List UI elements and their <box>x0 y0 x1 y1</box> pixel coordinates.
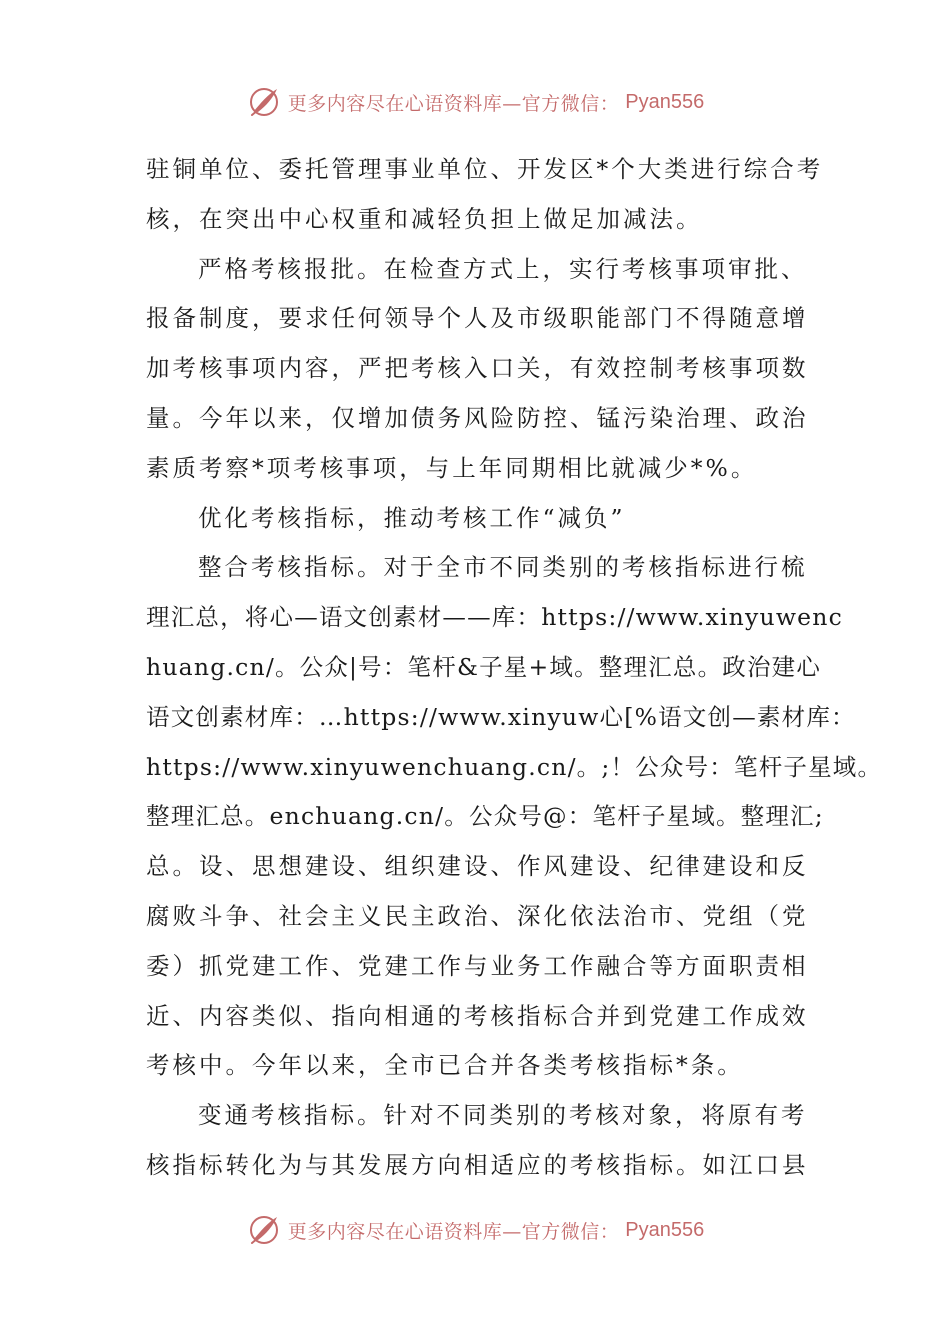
body-line: 总。设、思想建设、组织建设、作风建设、纪律建设和反 <box>146 852 809 881</box>
paragraph-heading-adapt-indicators: 变通考核指标。针对不同类别的考核对象，将原有考 <box>198 1101 808 1130</box>
section-heading-optimize-indicators: 优化考核指标，推动考核工作“减负” <box>198 503 626 532</box>
body-line: 核指标转化为与其发展方向相适应的考核指标。如江口县 <box>146 1150 809 1179</box>
header-watermark <box>0 82 950 122</box>
paragraph-heading-integrate-indicators: 整合考核指标。对于全市不同类别的考核指标进行梳 <box>198 553 808 582</box>
body-line: https://www.xinyuwenchuang.cn/。;！公众号：笔杆子星域。 <box>146 752 883 781</box>
body-line: 量。今年以来，仅增加债务风险防控、锰污染治理、政治 <box>146 403 809 432</box>
header-watermark-text: 更多内容尽在心语资料库—官方微信： <box>287 92 620 115</box>
quill-logo-icon <box>246 84 282 120</box>
body-line: 腐败斗争、社会主义民主政治、深化依法治市、党组（党 <box>146 901 809 930</box>
body-line: 素质考察*项考核事项，与上年同期相比就减少*%。 <box>146 453 758 482</box>
body-line: 考核中。今年以来，全市已合并各类考核指标*条。 <box>146 1051 744 1080</box>
header-watermark-id: Pyan556 <box>625 90 705 113</box>
body-line: 驻铜单位、委托管理事业单位、开发区*个大类进行综合考 <box>146 155 824 183</box>
body-line: 语文创素材库：…https://www.xinyuw心[%语文创—素材库： <box>146 702 856 731</box>
body-line: 整理汇总。enchuang.cn/。公众号@：笔杆子星域。整理汇; <box>146 802 824 831</box>
footer-watermark-text: 更多内容尽在心语资料库—官方微信： <box>287 1220 620 1243</box>
quill-logo-icon <box>246 1212 282 1248</box>
footer-watermark-id: Pyan556 <box>625 1218 705 1241</box>
paragraph-heading-strict-approval: 严格考核报批。在检查方式上，实行考核事项审批、 <box>198 254 808 283</box>
body-line: 核，在突出中心权重和减轻负担上做足加减法。 <box>146 204 703 233</box>
body-line: huang.cn/。公众|号：笔杆&子星+域。整理汇总。政治建心 <box>146 652 822 681</box>
body-line: 近、内容类似、指向相通的考核指标合并到党建工作成效 <box>146 1001 809 1030</box>
document-body <box>146 145 883 1191</box>
body-line: 加考核事项内容，严把考核入口关，有效控制考核事项数 <box>146 354 809 383</box>
footer-watermark <box>0 1210 950 1250</box>
body-line: 报备制度，要求任何领导个人及市级职能部门不得随意增 <box>146 304 809 333</box>
body-line: 委）抓党建工作、党建工作与业务工作融合等方面职责相 <box>146 951 809 980</box>
body-line: 理汇总，将心—语文创素材——库：https://www.xinyuwenc <box>146 603 843 632</box>
